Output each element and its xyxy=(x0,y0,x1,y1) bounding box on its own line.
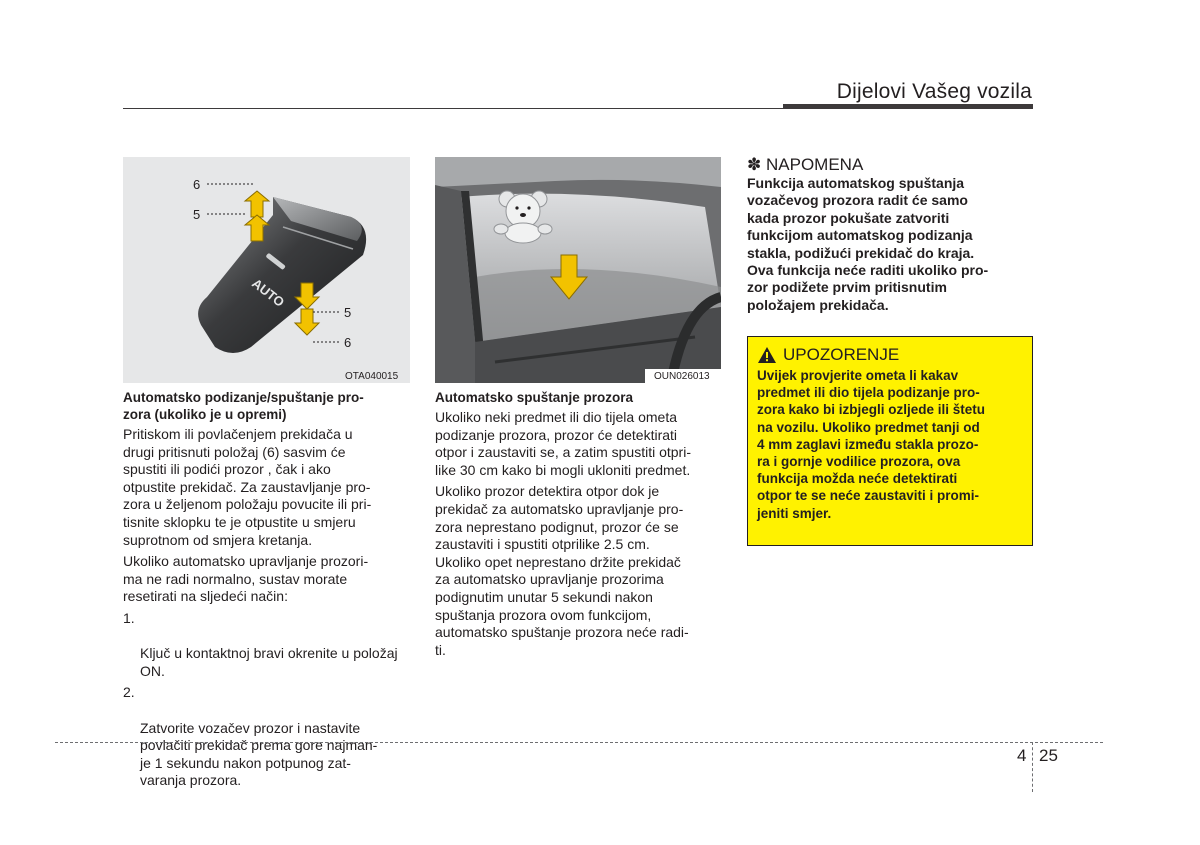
warning-title xyxy=(757,345,1023,365)
callout-label: 5 xyxy=(193,207,201,222)
warning-triangle-icon xyxy=(757,346,777,364)
list-item xyxy=(123,610,413,680)
paragraph: Ukoliko neki predmet ili dio tijela ometa podizanje prozora, prozor će detektirati otpor i zaustaviti se, a zatim spustiti otpri- like 30 cm kako bi mogli ukloniti predmet. xyxy=(435,409,691,478)
reset-steps-list xyxy=(123,610,413,790)
callout-label: 5 xyxy=(344,305,352,320)
warning-title-text: UPOZORENJE xyxy=(783,345,900,364)
callout-label: 6 xyxy=(193,177,201,192)
section-heading: Automatsko podizanje/spuštanje pro- zora (ukoliko je u opremi) xyxy=(123,390,364,422)
note-block xyxy=(747,155,1047,314)
step-number: 2. xyxy=(123,684,135,701)
list-item xyxy=(123,684,413,790)
footer-rule xyxy=(55,742,1103,743)
figure-window-obstruction xyxy=(435,157,721,383)
chapter-number: 4 xyxy=(1017,746,1027,765)
paragraph: Ukoliko prozor detektira otpor dok je prekidač za automatsko upravljanje pro- zora neprestano podignut, prozor će se zaustaviti i spustiti otprilike 2.5 cm. Ukoliko opet neprestano držite prekidač za automatsko upravljanje prozorima podignutim unutar 5 sekundi nakon spuštanja prozora ovom funkcijom, automatsko spuštanje prozora neće radi- ti. xyxy=(435,483,689,658)
window-obstruction-illustration xyxy=(435,157,721,383)
warning-box xyxy=(747,336,1033,546)
warning-body: Uvijek provjerite ometa li kakav predmet ili dio tijela podizanje pro- zora kako bi izbjegli ozljede ili štetu na vozilu. Ukoliko predmet tanji od 4 mm zaglavi između stakla prozo- ra i gornje vodilice prozora, ova funkcija možda neće detektirati otpor te se neće zaustaviti i promi- jeniti smjer. xyxy=(757,368,986,521)
note-body: Funkcija automatskog spuštanja vozačevog prozora radit će samo kada prozor pokušate zatvoriti funkcijom automatskog podizanja stakla, podižući prekidač do kraja. Ova funkcija neće raditi ukoliko pro- zor podižete prvim pritisnutim položajem prekidača. xyxy=(747,175,989,313)
note-title-text: NAPOMENA xyxy=(765,155,864,174)
page-number-divider xyxy=(1032,742,1033,792)
paragraph: Pritiskom ili povlačenjem prekidača u drugi pritisnuti položaj (6) sasvim će spustiti ili podići prozor , čak i ako otpustite prekidač. Za zaustavljanje pro- zora u željenom položaju povucite ili pri- tisnite sklopku te je otpustite u smjeru suprotnom od smjera kretanja. xyxy=(123,426,372,548)
step-text: Zatvorite vozačev prozor i nastavite povlačiti prekidač prema gore najman- je 1 sekundu nakon potpunog zat- varanja prozora. xyxy=(140,719,378,789)
window-switch-illustration xyxy=(123,157,410,383)
figure-code: OUN026013 xyxy=(654,371,710,382)
section-auto-window xyxy=(123,389,413,794)
figure-window-switch xyxy=(123,157,410,383)
chapter-title: Dijelovi Vašeg vozila xyxy=(836,80,1032,103)
page-number: 25 xyxy=(1039,746,1058,765)
header-rule-accent xyxy=(783,104,1033,109)
section-auto-reverse xyxy=(435,389,727,663)
step-number: 1. xyxy=(123,609,135,626)
note-title xyxy=(747,155,1047,175)
paragraph: Ukoliko automatsko upravljanje prozori- ma ne radi normalno, sustav morate resetirati na sljedeći način: xyxy=(123,553,369,605)
auto-switch-label: AUTO xyxy=(249,275,288,310)
section-heading: Automatsko spuštanje prozora xyxy=(435,390,634,405)
header-rule xyxy=(123,108,783,109)
callout-label: 6 xyxy=(344,335,352,350)
figure-code: OTA040015 xyxy=(345,371,399,382)
step-text: Ključ u kontaktnoj bravi okrenite u položaj ON. xyxy=(140,645,398,679)
note-star-icon: ✽ xyxy=(747,155,762,174)
